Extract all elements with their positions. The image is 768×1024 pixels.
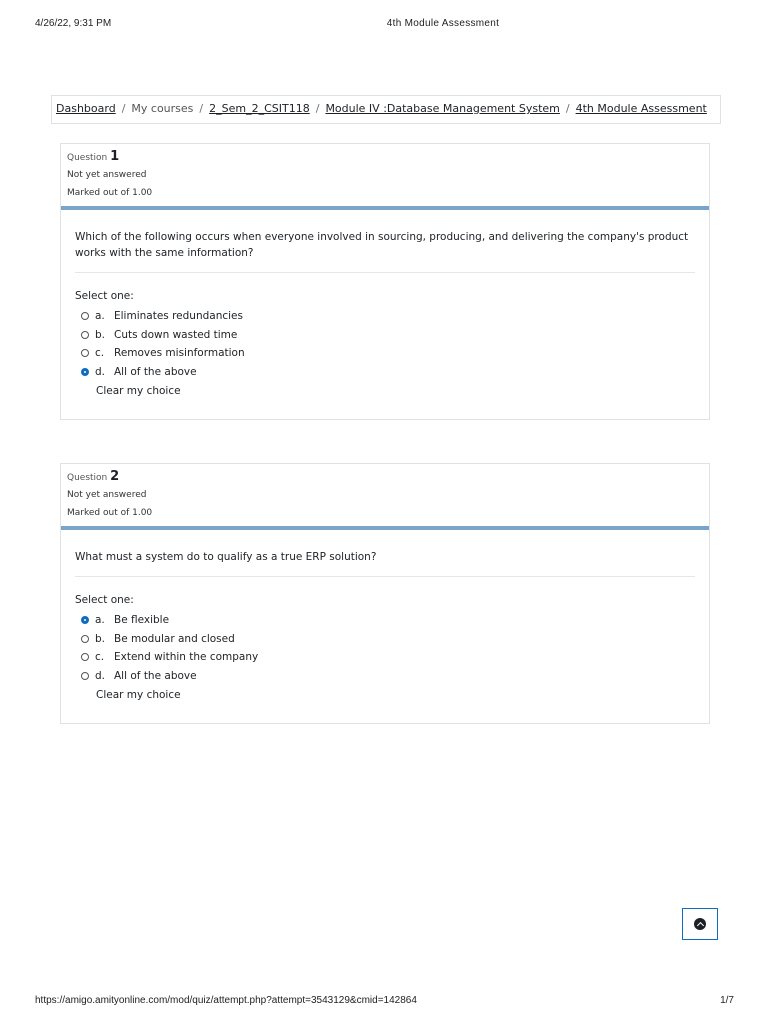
breadcrumb <box>51 95 721 124</box>
radio-button[interactable] <box>81 349 89 357</box>
option-text: All of the above <box>114 365 197 378</box>
breadcrumb-separator: / <box>565 102 570 115</box>
option-letter: a. <box>95 614 105 627</box>
option-letter: d. <box>95 365 106 378</box>
option-text: All of the above <box>114 669 197 682</box>
answer-option-a[interactable] <box>75 307 695 326</box>
radio-button[interactable] <box>81 312 89 320</box>
option-letter: b. <box>95 632 106 645</box>
question-number-line <box>67 149 709 166</box>
question-state: Not yet answered <box>67 490 147 500</box>
breadcrumb-course[interactable]: 2_Sem_2_CSIT118 <box>209 102 310 115</box>
chevron-up-circle-icon <box>694 918 706 930</box>
option-text: Be modular and closed <box>114 632 235 645</box>
print-title: 4th Module Assessment <box>386 18 500 29</box>
option-letter: b. <box>95 328 106 341</box>
answer-option-c[interactable] <box>75 648 695 667</box>
print-datetime: 4/26/22, 9:31 PM <box>35 18 112 29</box>
answer-options <box>75 307 695 381</box>
question-number: 2 <box>110 469 120 484</box>
select-one-prompt: Select one: <box>75 594 134 606</box>
scroll-to-top-button[interactable] <box>682 908 718 940</box>
clear-choice-link[interactable]: Clear my choice <box>96 385 181 397</box>
question-number: 1 <box>110 149 120 164</box>
question-state: Not yet answered <box>67 170 147 180</box>
option-text: Removes misinformation <box>114 347 245 360</box>
option-letter: d. <box>95 669 106 682</box>
answer-option-d[interactable] <box>75 363 695 382</box>
question-info <box>61 464 709 526</box>
breadcrumb-my-courses: My courses <box>131 102 194 115</box>
print-footer <box>0 993 768 1009</box>
breadcrumb-dashboard[interactable]: Dashboard <box>56 102 116 115</box>
radio-button[interactable] <box>81 635 89 643</box>
breadcrumb-separator: / <box>199 102 204 115</box>
breadcrumb-separator: / <box>121 102 126 115</box>
option-text: Be flexible <box>114 614 170 627</box>
question-card-1 <box>60 143 710 420</box>
print-header <box>0 16 768 32</box>
answer-option-b[interactable] <box>75 326 695 345</box>
question-content <box>61 210 709 398</box>
breadcrumb-separator: / <box>315 102 320 115</box>
question-content <box>61 530 709 702</box>
question-grade: Marked out of 1.00 <box>67 508 153 518</box>
question-card-2 <box>60 463 710 724</box>
question-grade: Marked out of 1.00 <box>67 188 153 198</box>
answer-options <box>75 611 695 685</box>
radio-button-selected[interactable] <box>81 616 89 624</box>
radio-button[interactable] <box>81 331 89 339</box>
answer-option-c[interactable] <box>75 344 695 363</box>
option-text: Eliminates redundancies <box>114 310 243 323</box>
answer-option-a[interactable] <box>75 611 695 630</box>
option-letter: a. <box>95 310 105 323</box>
question-info <box>61 144 709 206</box>
option-text: Extend within the company <box>114 651 259 664</box>
print-page-number: 1/7 <box>720 995 734 1006</box>
question-text: What must a system do to qualify as a true ERP solution? <box>75 549 695 577</box>
question-label: Question <box>67 153 108 163</box>
clear-choice-link[interactable]: Clear my choice <box>96 689 181 701</box>
answer-option-d[interactable] <box>75 667 695 686</box>
option-letter: c. <box>95 651 105 664</box>
select-one-prompt: Select one: <box>75 290 134 302</box>
radio-button[interactable] <box>81 653 89 661</box>
question-number-line <box>67 469 709 486</box>
option-text: Cuts down wasted time <box>114 328 238 341</box>
print-url: https://amigo.amityonline.com/mod/quiz/attempt.php?attempt=3543129&cmid=142864 <box>35 995 417 1006</box>
question-text: Which of the following occurs when everyone involved in sourcing, producing, and delivering the company's product works with the same information? <box>75 229 695 273</box>
breadcrumb-assessment[interactable]: 4th Module Assessment <box>575 102 707 115</box>
answer-option-b[interactable] <box>75 630 695 649</box>
question-label: Question <box>67 473 108 483</box>
radio-button-selected[interactable] <box>81 368 89 376</box>
option-letter: c. <box>95 347 105 360</box>
breadcrumb-module[interactable]: Module IV :Database Management System <box>325 102 560 115</box>
radio-button[interactable] <box>81 672 89 680</box>
